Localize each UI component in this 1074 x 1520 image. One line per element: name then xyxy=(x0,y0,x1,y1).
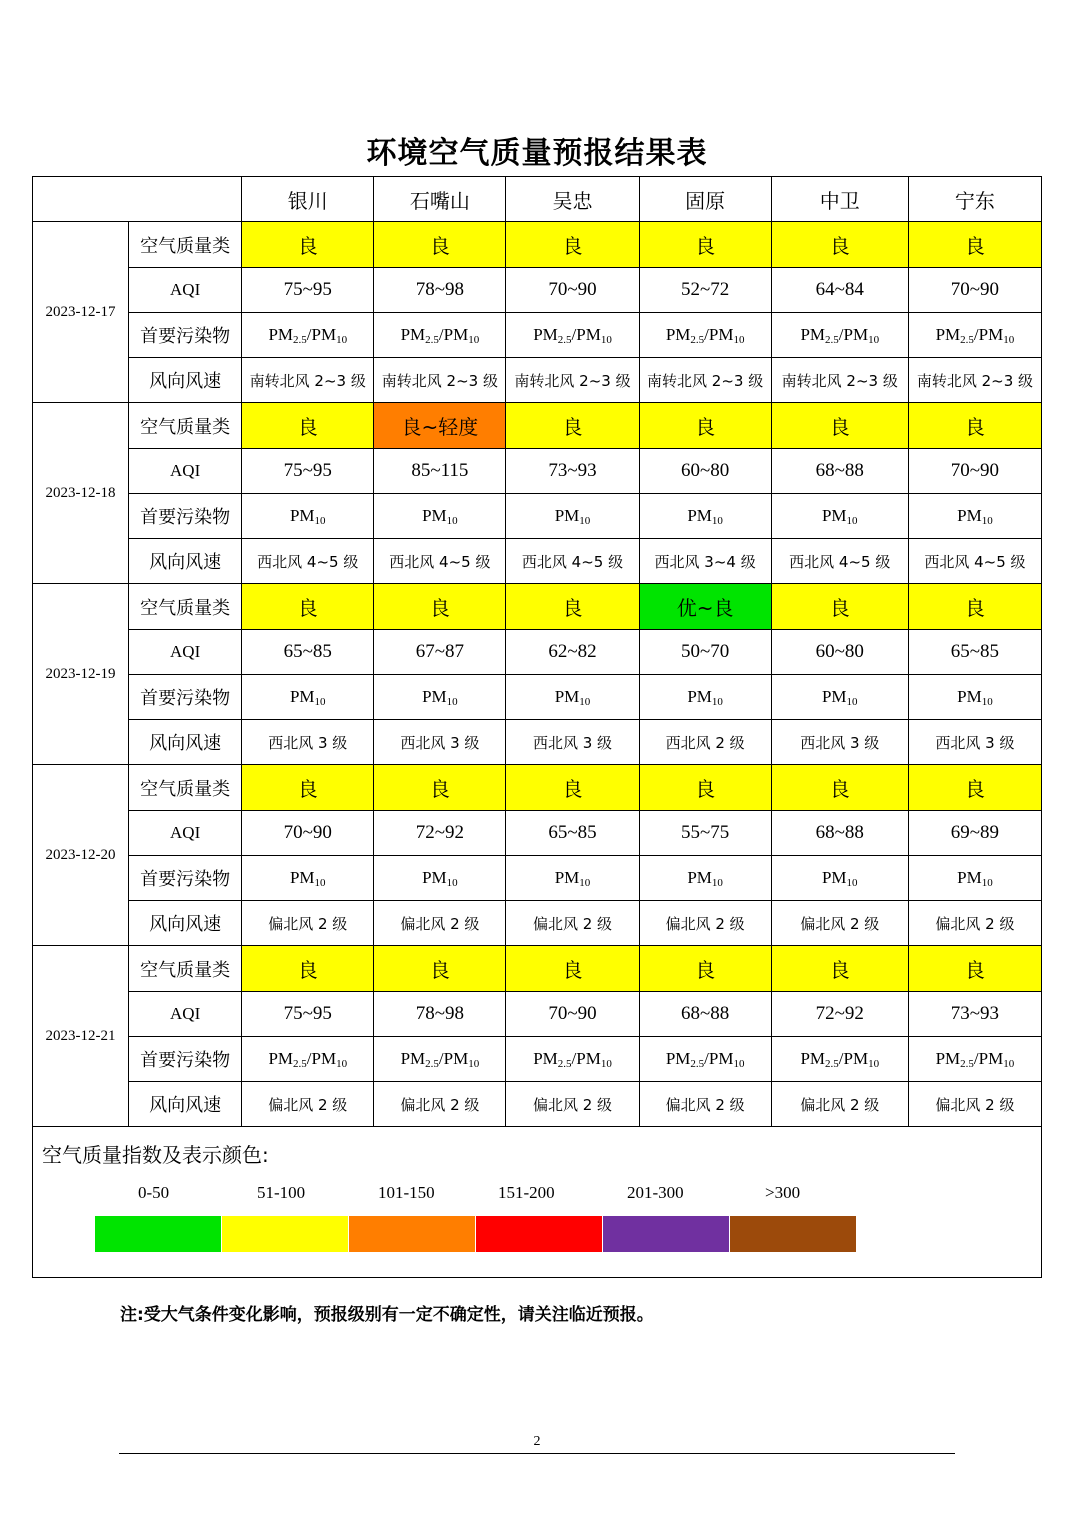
wind-cell: 西北风 2 级 xyxy=(639,720,771,765)
row-label-pollutant: 首要污染物 xyxy=(129,856,242,901)
quality-level-cell: 良~轻度 xyxy=(374,403,506,449)
aqi-range-cell: 65~85 xyxy=(908,630,1041,675)
wind-cell: 偏北风 2 级 xyxy=(639,901,771,946)
wind-cell: 偏北风 2 级 xyxy=(908,1082,1041,1127)
quality-level-cell: 良 xyxy=(639,946,771,992)
quality-level-cell: 良 xyxy=(908,584,1041,630)
forecast-date: 2023-12-18 xyxy=(33,403,129,584)
row-label-aqi: AQI xyxy=(129,268,242,313)
wind-cell: 南转北风 2~3 级 xyxy=(242,358,374,403)
primary-pollutant-cell: $PM_{10}$ xyxy=(639,856,771,901)
legend-range-label: 151-200 xyxy=(498,1183,555,1202)
aqi-range-cell: 62~82 xyxy=(506,630,639,675)
wind-cell: 偏北风 2 级 xyxy=(374,1082,506,1127)
row-label-wind: 风向风速 xyxy=(129,539,242,584)
wind-cell: 偏北风 2 级 xyxy=(908,901,1041,946)
legend-title: 空气质量指数及表示颜色: xyxy=(42,1143,269,1167)
legend-range-label: 201-300 xyxy=(627,1183,684,1202)
wind-cell: 偏北风 2 级 xyxy=(771,901,908,946)
aqi-range-cell: 73~93 xyxy=(908,992,1041,1037)
primary-pollutant-cell: $PM_{10}$ xyxy=(506,856,639,901)
aqi-range-cell: 55~75 xyxy=(639,811,771,856)
quality-level-cell: 良 xyxy=(242,946,374,992)
aqi-range-cell: 72~92 xyxy=(374,811,506,856)
aqi-range-cell: 70~90 xyxy=(908,449,1041,494)
quality-level-cell: 良 xyxy=(242,584,374,630)
row-label-pollutant: 首要污染物 xyxy=(129,313,242,358)
primary-pollutant-cell: $PM_{2.5}/PM_{10}$ xyxy=(908,1037,1041,1082)
aqi-range-cell: 75~95 xyxy=(242,992,374,1037)
aqi-range-cell: 70~90 xyxy=(506,992,639,1037)
primary-pollutant-cell: $PM_{2.5}/PM_{10}$ xyxy=(639,313,771,358)
wind-cell: 西北风 3 级 xyxy=(506,720,639,765)
wind-cell: 西北风 4~5 级 xyxy=(242,539,374,584)
aqi-range-cell: 65~85 xyxy=(506,811,639,856)
row-label-wind: 风向风速 xyxy=(129,720,242,765)
aqi-range-cell: 85~115 xyxy=(374,449,506,494)
city-header: 石嘴山 xyxy=(374,177,506,222)
city-header: 吴忠 xyxy=(506,177,639,222)
primary-pollutant-cell: $PM_{10}$ xyxy=(908,675,1041,720)
row-label-quality: 空气质量类 xyxy=(129,765,242,811)
row-label-quality: 空气质量类 xyxy=(129,584,242,630)
primary-pollutant-cell: $PM_{2.5}/PM_{10}$ xyxy=(374,313,506,358)
quality-level-cell: 良 xyxy=(639,403,771,449)
wind-cell: 西北风 4~5 级 xyxy=(908,539,1041,584)
forecast-row-wind xyxy=(33,1082,1042,1127)
forecast-date: 2023-12-21 xyxy=(33,946,129,1127)
quality-level-cell: 良 xyxy=(506,765,639,811)
quality-level-cell: 良 xyxy=(908,222,1041,268)
legend-row xyxy=(33,1127,1042,1278)
aqi-range-cell: 64~84 xyxy=(771,268,908,313)
forecast-row-quality xyxy=(33,584,1042,630)
primary-pollutant-cell: $PM_{10}$ xyxy=(242,856,374,901)
primary-pollutant-cell: $PM_{2.5}/PM_{10}$ xyxy=(242,313,374,358)
forecast-row-aqi xyxy=(33,630,1042,675)
legend-cell xyxy=(33,1127,1042,1278)
row-label-aqi: AQI xyxy=(129,449,242,494)
aqi-range-cell: 52~72 xyxy=(639,268,771,313)
wind-cell: 南转北风 2~3 级 xyxy=(908,358,1041,403)
row-label-pollutant: 首要污染物 xyxy=(129,675,242,720)
forecast-row-quality xyxy=(33,946,1042,992)
wind-cell: 偏北风 2 级 xyxy=(242,901,374,946)
wind-cell: 西北风 4~5 级 xyxy=(506,539,639,584)
wind-cell: 南转北风 2~3 级 xyxy=(771,358,908,403)
row-label-aqi: AQI xyxy=(129,992,242,1037)
wind-cell: 西北风 4~5 级 xyxy=(374,539,506,584)
forecast-row-wind xyxy=(33,539,1042,584)
legend-swatch xyxy=(95,1216,221,1252)
forecast-row-aqi xyxy=(33,449,1042,494)
forecast-row-aqi xyxy=(33,811,1042,856)
primary-pollutant-cell: $PM_{10}$ xyxy=(506,494,639,539)
primary-pollutant-cell: $PM_{10}$ xyxy=(639,494,771,539)
primary-pollutant-cell: $PM_{10}$ xyxy=(771,856,908,901)
aqi-range-cell: 60~80 xyxy=(771,630,908,675)
aqi-range-cell: 50~70 xyxy=(639,630,771,675)
quality-level-cell: 良 xyxy=(374,584,506,630)
corner-cell xyxy=(33,177,242,222)
primary-pollutant-cell: $PM_{2.5}/PM_{10}$ xyxy=(771,313,908,358)
forecast-date: 2023-12-20 xyxy=(33,765,129,946)
primary-pollutant-cell: $PM_{10}$ xyxy=(506,675,639,720)
page-number: 2 xyxy=(533,1434,541,1449)
primary-pollutant-cell: $PM_{2.5}/PM_{10}$ xyxy=(771,1037,908,1082)
primary-pollutant-cell: $PM_{10}$ xyxy=(374,856,506,901)
quality-level-cell: 良 xyxy=(771,584,908,630)
primary-pollutant-cell: $PM_{2.5}/PM_{10}$ xyxy=(506,1037,639,1082)
forecast-row-wind xyxy=(33,720,1042,765)
legend-range-label: >300 xyxy=(765,1183,801,1202)
forecast-row-pollutant xyxy=(33,856,1042,901)
page-title: 环境空气质量预报结果表 xyxy=(366,136,708,171)
quality-level-cell: 良 xyxy=(771,765,908,811)
quality-level-cell: 良 xyxy=(771,403,908,449)
aqi-range-cell: 72~92 xyxy=(771,992,908,1037)
city-header: 宁东 xyxy=(908,177,1041,222)
primary-pollutant-cell: $PM_{10}$ xyxy=(374,494,506,539)
row-label-wind: 风向风速 xyxy=(129,1082,242,1127)
primary-pollutant-cell: $PM_{10}$ xyxy=(374,675,506,720)
aqi-range-cell: 75~95 xyxy=(242,268,374,313)
quality-level-cell: 良 xyxy=(374,946,506,992)
legend-swatch xyxy=(730,1216,856,1252)
wind-cell: 南转北风 2~3 级 xyxy=(374,358,506,403)
primary-pollutant-cell: $PM_{2.5}/PM_{10}$ xyxy=(908,313,1041,358)
legend xyxy=(33,1127,1041,1277)
quality-level-cell: 良 xyxy=(771,222,908,268)
aqi-range-cell: 70~90 xyxy=(242,811,374,856)
wind-cell: 偏北风 2 级 xyxy=(506,901,639,946)
primary-pollutant-cell: $PM_{10}$ xyxy=(242,494,374,539)
primary-pollutant-cell: $PM_{2.5}/PM_{10}$ xyxy=(242,1037,374,1082)
quality-level-cell: 良 xyxy=(506,403,639,449)
quality-level-cell: 良 xyxy=(908,946,1041,992)
legend-range-label: 0-50 xyxy=(138,1183,170,1202)
quality-level-cell: 良 xyxy=(242,222,374,268)
quality-level-cell: 良 xyxy=(374,765,506,811)
aqi-range-cell: 70~90 xyxy=(506,268,639,313)
primary-pollutant-cell: $PM_{10}$ xyxy=(771,494,908,539)
row-label-pollutant: 首要污染物 xyxy=(129,1037,242,1082)
quality-level-cell: 良 xyxy=(639,222,771,268)
legend-swatch xyxy=(222,1216,348,1252)
forecast-row-pollutant xyxy=(33,313,1042,358)
wind-cell: 偏北风 2 级 xyxy=(639,1082,771,1127)
row-label-quality: 空气质量类 xyxy=(129,403,242,449)
row-label-aqi: AQI xyxy=(129,811,242,856)
quality-level-cell: 良 xyxy=(242,765,374,811)
forecast-row-wind xyxy=(33,358,1042,403)
primary-pollutant-cell: $PM_{10}$ xyxy=(908,494,1041,539)
primary-pollutant-cell: $PM_{10}$ xyxy=(771,675,908,720)
aqi-range-cell: 78~98 xyxy=(374,992,506,1037)
quality-level-cell: 良 xyxy=(506,222,639,268)
row-label-quality: 空气质量类 xyxy=(129,222,242,268)
forecast-row-quality xyxy=(33,403,1042,449)
legend-swatch xyxy=(476,1216,602,1252)
aqi-range-cell: 78~98 xyxy=(374,268,506,313)
wind-cell: 西北风 3 级 xyxy=(771,720,908,765)
aqi-range-cell: 75~95 xyxy=(242,449,374,494)
legend-swatch xyxy=(603,1216,729,1252)
quality-level-cell: 良 xyxy=(374,222,506,268)
primary-pollutant-cell: $PM_{10}$ xyxy=(242,675,374,720)
disclaimer-note: 注:受大气条件变化影响，预报级别有一定不确定性，请关注临近预报。 xyxy=(120,1305,654,1325)
wind-cell: 偏北风 2 级 xyxy=(374,901,506,946)
wind-cell: 南转北风 2~3 级 xyxy=(639,358,771,403)
quality-level-cell: 良 xyxy=(506,946,639,992)
aqi-range-cell: 60~80 xyxy=(639,449,771,494)
row-label-aqi: AQI xyxy=(129,630,242,675)
wind-cell: 西北风 4~5 级 xyxy=(771,539,908,584)
legend-range-label: 51-100 xyxy=(257,1183,306,1202)
wind-cell: 西北风 3~4 级 xyxy=(639,539,771,584)
quality-level-cell: 优~良 xyxy=(639,584,771,630)
row-label-pollutant: 首要污染物 xyxy=(129,494,242,539)
forecast-date: 2023-12-17 xyxy=(33,222,129,403)
quality-level-cell: 良 xyxy=(242,403,374,449)
aqi-range-cell: 73~93 xyxy=(506,449,639,494)
aqi-range-cell: 65~85 xyxy=(242,630,374,675)
aqi-range-cell: 68~88 xyxy=(771,811,908,856)
forecast-row-pollutant xyxy=(33,1037,1042,1082)
quality-level-cell: 良 xyxy=(639,765,771,811)
quality-level-cell: 良 xyxy=(908,403,1041,449)
aqi-range-cell: 68~88 xyxy=(771,449,908,494)
forecast-table xyxy=(32,176,1042,1278)
wind-cell: 西北风 3 级 xyxy=(908,720,1041,765)
forecast-row-quality xyxy=(33,222,1042,268)
wind-cell: 偏北风 2 级 xyxy=(771,1082,908,1127)
aqi-range-cell: 70~90 xyxy=(908,268,1041,313)
forecast-date: 2023-12-19 xyxy=(33,584,129,765)
wind-cell: 偏北风 2 级 xyxy=(242,1082,374,1127)
wind-cell: 南转北风 2~3 级 xyxy=(506,358,639,403)
row-label-wind: 风向风速 xyxy=(129,358,242,403)
forecast-row-aqi xyxy=(33,268,1042,313)
forecast-row-pollutant xyxy=(33,675,1042,720)
primary-pollutant-cell: $PM_{10}$ xyxy=(908,856,1041,901)
legend-swatch xyxy=(349,1216,475,1252)
forecast-row-wind xyxy=(33,901,1042,946)
aqi-range-cell: 67~87 xyxy=(374,630,506,675)
primary-pollutant-cell: $PM_{2.5}/PM_{10}$ xyxy=(639,1037,771,1082)
wind-cell: 西北风 3 级 xyxy=(242,720,374,765)
aqi-range-cell: 68~88 xyxy=(639,992,771,1037)
aqi-range-cell: 69~89 xyxy=(908,811,1041,856)
forecast-row-quality xyxy=(33,765,1042,811)
row-label-wind: 风向风速 xyxy=(129,901,242,946)
header-row xyxy=(33,177,1042,222)
city-header: 中卫 xyxy=(771,177,908,222)
quality-level-cell: 良 xyxy=(771,946,908,992)
city-header: 固原 xyxy=(639,177,771,222)
wind-cell: 西北风 3 级 xyxy=(374,720,506,765)
primary-pollutant-cell: $PM_{2.5}/PM_{10}$ xyxy=(374,1037,506,1082)
footer-rule xyxy=(119,1453,955,1454)
city-header: 银川 xyxy=(242,177,374,222)
row-label-quality: 空气质量类 xyxy=(129,946,242,992)
quality-level-cell: 良 xyxy=(506,584,639,630)
quality-level-cell: 良 xyxy=(908,765,1041,811)
forecast-row-aqi xyxy=(33,992,1042,1037)
legend-range-label: 101-150 xyxy=(378,1183,435,1202)
primary-pollutant-cell: $PM_{2.5}/PM_{10}$ xyxy=(506,313,639,358)
forecast-row-pollutant xyxy=(33,494,1042,539)
primary-pollutant-cell: $PM_{10}$ xyxy=(639,675,771,720)
wind-cell: 偏北风 2 级 xyxy=(506,1082,639,1127)
